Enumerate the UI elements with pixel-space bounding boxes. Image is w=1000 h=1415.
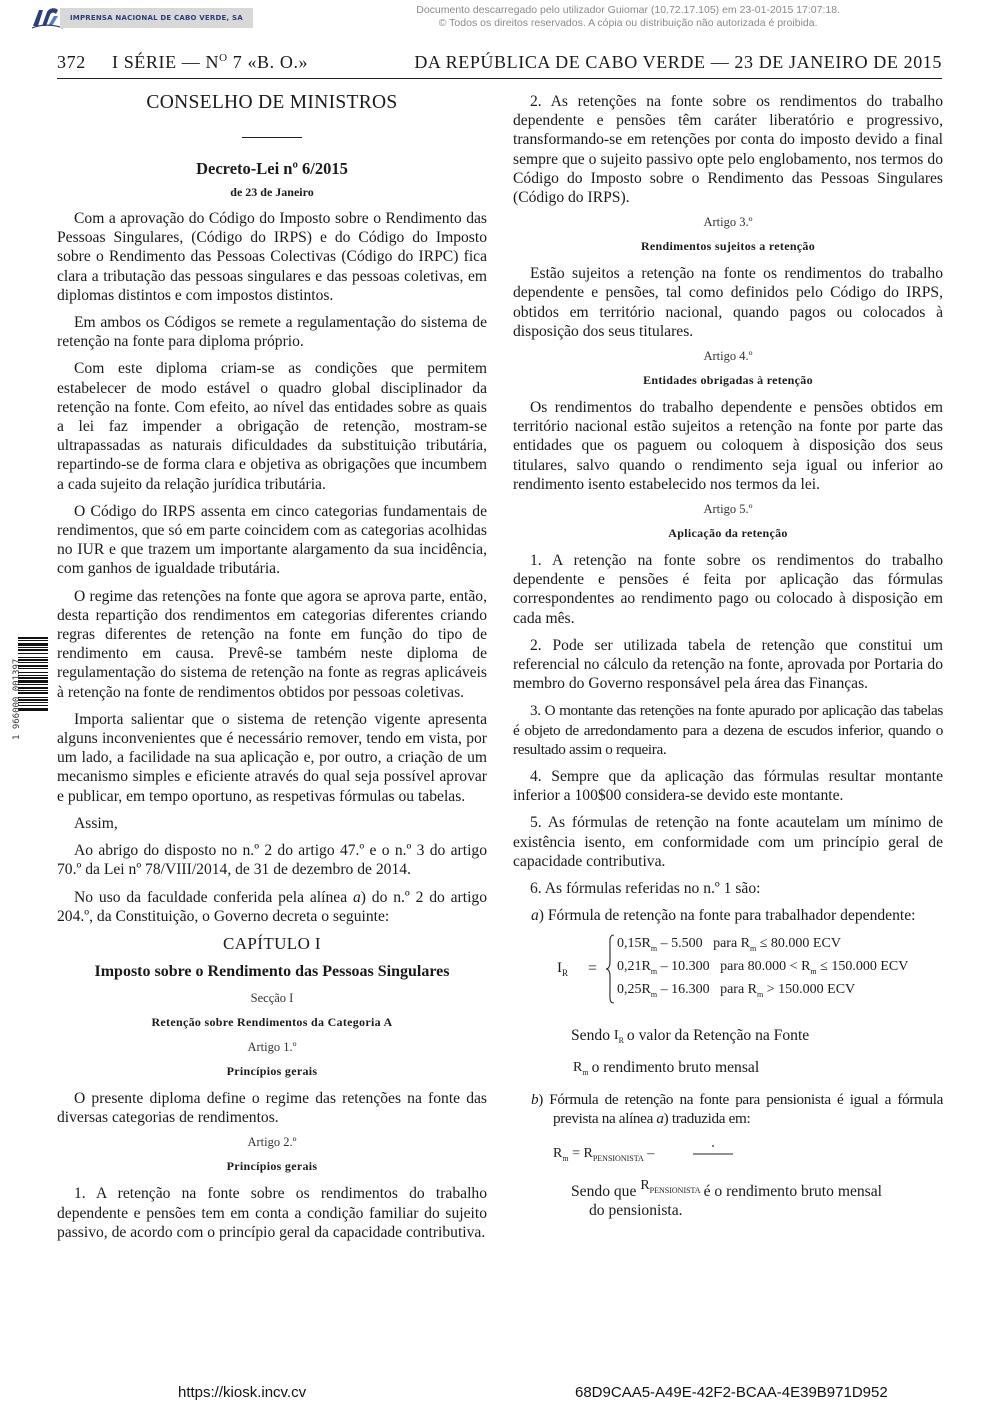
pensioner-formula (513, 1138, 943, 1170)
definition-rm (513, 1058, 943, 1082)
section-title: Retenção sobre Rendimentos da Categoria A (151, 1014, 393, 1029)
article-label: Artigo 5.º (703, 502, 753, 517)
article-label: Artigo 3.º (703, 215, 753, 230)
article-text: Estão sujeitos a retenção na fonte os rendimentos do trabalho dependente e pensões, tal como definidos pelo Código do IRPS, obtidos em território nacional, quando pagos ou colocados à disposição dos seus titulares. (513, 265, 943, 340)
item-b (513, 1090, 943, 1128)
formula-row (617, 982, 855, 999)
formula-row (617, 936, 841, 953)
def1-sub: R (618, 1035, 624, 1045)
def3-sub: PENSIONISTA (649, 1185, 701, 1195)
def2-sym: R (573, 1059, 583, 1075)
rm-lhs: R (553, 1145, 563, 1161)
def3-prefix: Sendo que (571, 1182, 637, 1200)
article-title: Aplicação da retenção (668, 526, 788, 541)
formula-brace (605, 934, 615, 1004)
article-text: 1. A retenção na fonte sobre os rendimentos do trabalho dependente e pensões é feita por aplicação das fórmulas correspondentes ao rendimento pago ou colocado à disposição em cada mês. (513, 552, 943, 627)
barcode-stripe (18, 643, 48, 646)
article-label: Artigo 4.º (703, 349, 753, 364)
def1-text: o valor da Retenção na Fonte (626, 1026, 810, 1044)
barcode-stripe (18, 647, 48, 648)
download-notice-bar (0, 0, 1000, 38)
series-left: I SÉRIE — N (112, 52, 220, 72)
p9-a: No uso da faculdade conferida pela alínea (74, 888, 353, 906)
row1-sub-a: m (650, 943, 658, 953)
logo-text: IMPRENSA NACIONAL DE CABO VERDE, SA (60, 8, 253, 28)
article-text: 2. Pode ser utilizada tabela de retenção que constitui um referencial no cálculo da retenção na fonte, aprovada por Portaria do membro do Governo responsável pela área das Finanças. (513, 636, 943, 693)
def1-symbol (614, 1026, 624, 1050)
def1-prefix: Sendo (571, 1026, 610, 1044)
series-mid: 7 «B. O.» (227, 52, 309, 72)
barcode-stripe (18, 665, 48, 667)
barcode-stripe (18, 702, 48, 703)
def2-text: o rendimento bruto mensal (591, 1058, 760, 1076)
row1-sub-b: m (750, 943, 757, 953)
incv-logo (30, 4, 253, 32)
section-label: Secção I (250, 990, 294, 1005)
heading-divider (242, 137, 302, 138)
row3-b: – 16.300 para R (660, 981, 758, 997)
chapter-title: Imposto sobre o Rendimento das Pessoas Singulares (94, 962, 450, 980)
barcode-stripe (18, 672, 48, 673)
def3-text-1: é o rendimento bruto mensal (703, 1182, 882, 1200)
row3-c: > 150.000 ECV (766, 981, 856, 997)
series-label (112, 52, 308, 73)
item-b-text-2: a (656, 1109, 664, 1127)
chapter-heading: CAPÍTULO I (223, 933, 321, 953)
def3-symbol (640, 1176, 700, 1200)
formula-equals: = (588, 959, 598, 977)
article-text: O presente diploma define o regime das retenções na fonte das diversas categorias de rendimentos. (57, 1089, 487, 1127)
article-text: 3. O montante das retenções na fonte apurado por aplicação das tabelas é objeto de arredondamento para a dezena de escudos inferior, quando o resultado assim o requeira. (513, 702, 943, 758)
article-label: Artigo 1.º (247, 1039, 297, 1054)
row2-a: 0,21R (617, 958, 651, 974)
preamble-paragraph: O Código do IRPS assenta em cinco categorias fundamentais de rendimentos, que só em parte coincidem com as categorias acolhidas no IUR e que trazem um importante alargamento da sua incidência, com ganhos de igualdade tributária. (57, 502, 487, 578)
barcode-stripe (18, 668, 48, 669)
row3-a: 0,25R (617, 981, 651, 997)
right-column (513, 92, 943, 1228)
p9-c: ) do n.º 2 do artigo 204.º, da Constituição, o Governo decreta o seguinte: (57, 888, 487, 925)
rm-rhs: R (583, 1145, 593, 1161)
retention-formula (513, 934, 943, 1016)
row1-c: ≤ 80.000 ECV (759, 935, 841, 951)
barcode-stripe (18, 657, 48, 658)
formula-row (617, 959, 908, 976)
row2-c: ≤ 150.000 ECV (820, 958, 909, 974)
preamble-paragraph: Assim, (74, 814, 118, 832)
barcode-stripe (18, 662, 48, 663)
page-header (57, 52, 942, 76)
barcode-stripe (18, 697, 48, 698)
preamble-paragraph: Importa salientar que o sistema de retenção vigente apresenta alguns inconvenientes que é necessário remover, tendo em vista, por um lado, a facilidade na sua aplicação e, por outro, a criação de um mecanismo simples e eficiente através do qual seja possível aprovar e publicar, em tempo oportuno, as respetivas fórmulas ou tabelas. (57, 710, 487, 805)
preamble-paragraph: Ao abrigo do disposto no n.º 2 do artigo 47.º e o n.º 3 do artigo 70.º da Lei nº 78/VIII/2014, de 31 de dezembro de 2014. (57, 842, 487, 879)
barcode-stripe (18, 705, 48, 706)
article-title: Princípios gerais (226, 1063, 318, 1078)
decree-title: Decreto-Lei nº 6/2015 (196, 159, 348, 178)
barcode-stripe (18, 692, 48, 694)
article-text: 5. As fórmulas de retenção na fonte acautelam um mínimo de existência isento, em conformidade com um princípio geral de capacidade contributiva. (513, 814, 943, 870)
footer-url[interactable]: https://kiosk.incv.cv (178, 1384, 307, 1401)
decree-date: de 23 de Janeiro (230, 185, 314, 199)
barcode-stripe (18, 675, 48, 676)
article-text: Os rendimentos do trabalho dependente e pensões obtidos em território nacional estão sujeitos a retenção na fonte por parte das entidades que os paguem ou coloquem à disposição dos seus titulares, salvo quando o rendimento seja igual ou inferior ao rendimento isento estabelecido nos termos da lei. (513, 399, 943, 493)
article-text: 4. Sempre que da aplicação das fórmulas resultar montante inferior a 100$00 considera-se devido este montante. (513, 768, 943, 805)
rm-rhs-sub: PENSIONISTA (592, 1153, 644, 1163)
barcode-stripe (18, 659, 48, 661)
definition-ir (513, 1026, 943, 1050)
barcode-stripe (18, 680, 48, 683)
barcode-stripe (18, 677, 48, 679)
preamble-paragraph: Com este diploma criam-se as condições que permitem estabelecer de modo estável o quadro global disciplinador da retenção na fonte. Com efeito, ao nível das entidades sobre as quais a lei faz impender a obrigação de retenção, mostram-se ultrapassadas as naturais dificuldades da substituição tributária, repartindo-se de forma clara e objetiva as obrigações que incumbem a cada sujeito da relação jurídica tributária. (57, 360, 487, 493)
def2-sub: m (582, 1067, 589, 1077)
formula-lhs (557, 960, 568, 978)
formula-lhs-sub: R (562, 967, 569, 978)
article-text: 6. As fórmulas referidas no n.º 1 são: (530, 880, 761, 898)
barcode-stripe (18, 708, 48, 711)
row1-a: 0,15R (617, 935, 651, 951)
barcode-stripe (18, 687, 48, 689)
row3-sub-b: m (757, 989, 764, 999)
article-text: 2. As retenções na fonte sobre os rendimentos do trabalho dependente e pensões têm caráter liberatório e progressivo, transformando-se em retenções por conta do imposto devido a final sempre que o sujeito passivo opte pelo englobamento, nos termos do Código do Imposto sobre o Rendimento das Pessoas Singulares (Código do IRPS). (513, 93, 943, 207)
definition-pensioner (513, 1177, 943, 1220)
republic-date: DA REPÚBLICA DE CABO VERDE — 23 DE JANEIRO DE 2015 (414, 52, 942, 72)
article-title: Rendimentos sujeitos a retenção (640, 239, 816, 254)
row2-sub-b: m (810, 966, 817, 976)
item-b-text-3: ) traduzida em: (663, 1109, 751, 1127)
barcode-number: 1 966000 001397 (12, 658, 22, 740)
preamble-paragraph: Com a aprovação do Código do Imposto sobre o Rendimento das Pessoas Singulares, (Código do IRPS) e do Código do Imposto sobre o Rendimento das Pessoas Colectivas (Código do IRPC) fica clara a tributação das pessoas singulares e das pessoas coletivas, em diplomas distintos e com impostos distintos. (57, 210, 487, 304)
article-title: Entidades obrigadas à retenção (643, 373, 813, 388)
formula-lhs-symbol: I (557, 959, 562, 976)
rm-lhs-sub: m (562, 1153, 569, 1163)
item-a-text: ) Fórmula de retenção na fonte para trabalhador dependente: (538, 907, 916, 925)
preamble-paragraph: Em ambos os Códigos se remete a regulamentação do sistema de retenção na fonte para diploma próprio. (57, 314, 487, 351)
def3-text-2: do pensionista. (589, 1202, 683, 1220)
p9-b: a (352, 888, 361, 906)
series-sup: O (219, 52, 228, 64)
notice-line-1: Documento descarregado pelo utilizador Guiomar (10.72.17.105) em 23-01-2015 17:07:18. (416, 4, 840, 16)
preamble-paragraph: O regime das retenções na fonte que agora se aprova parte, então, desta repartição dos rendimentos em categorias diferentes criando regras diferentes de retenção na fonte em função do tipo de rendimento em causa. Prevê-se também neste diploma de regulamentação do sistema de retenção na fonte as regras aplicáveis à retenção na fonte de rendimentos obtidos por pessoas coletivas. (57, 587, 487, 701)
def3-sym: R (640, 1177, 650, 1193)
download-notice (416, 4, 840, 30)
article-text: 1. A retenção na fonte sobre os rendimentos do trabalho dependente e pensões tem em conta a condição familiar do sujeito passivo, de acordo com o princípio geral da capacidade contributiva. (57, 1185, 487, 1241)
row2-sub-a: m (650, 966, 658, 976)
item-a (513, 906, 943, 925)
item-a-label: a (531, 907, 539, 925)
document-id: 68D9CAA5-A49E-42F2-BCAA-4E39B971D952 (575, 1384, 888, 1401)
rm-eq: = (572, 1145, 580, 1161)
item-b-label: b (531, 1090, 539, 1108)
header-rule (57, 78, 942, 79)
row2-b: – 10.300 para 80.000 < R (660, 958, 811, 974)
barcode-stripe (18, 649, 48, 651)
preamble-paragraph (57, 888, 487, 926)
barcode-stripe (18, 684, 48, 685)
barcode-stripe (18, 653, 48, 654)
council-heading: CONSELHO DE MINISTROS (146, 92, 398, 113)
fraction-bar (693, 1138, 733, 1166)
incv-logo-icon (30, 4, 64, 32)
barcode-stripe (18, 699, 48, 701)
row1-b: – 5.500 para R (660, 935, 751, 951)
item-b-text-1: ) Fórmula de retenção na fonte para pensionista é igual a fórmula prevista na alínea (538, 1090, 943, 1127)
left-column (57, 92, 487, 1250)
def2-symbol (573, 1058, 589, 1082)
rm-minus: – (647, 1145, 655, 1161)
def1-sym: I (613, 1027, 619, 1043)
barcode-stripe (18, 690, 48, 691)
barcode-stripe (18, 640, 48, 641)
row3-sub-a: m (650, 989, 658, 999)
article-label: Artigo 2.º (247, 1135, 297, 1150)
article-title: Princípios gerais (226, 1159, 318, 1174)
notice-line-2: © Todos os direitos reservados. A cópia ou distribuição não autorizada é proibida. (438, 17, 818, 29)
pensioner-formula-expr (553, 1146, 654, 1163)
barcode-stripe (18, 637, 48, 639)
page-number: 372 (57, 52, 86, 72)
